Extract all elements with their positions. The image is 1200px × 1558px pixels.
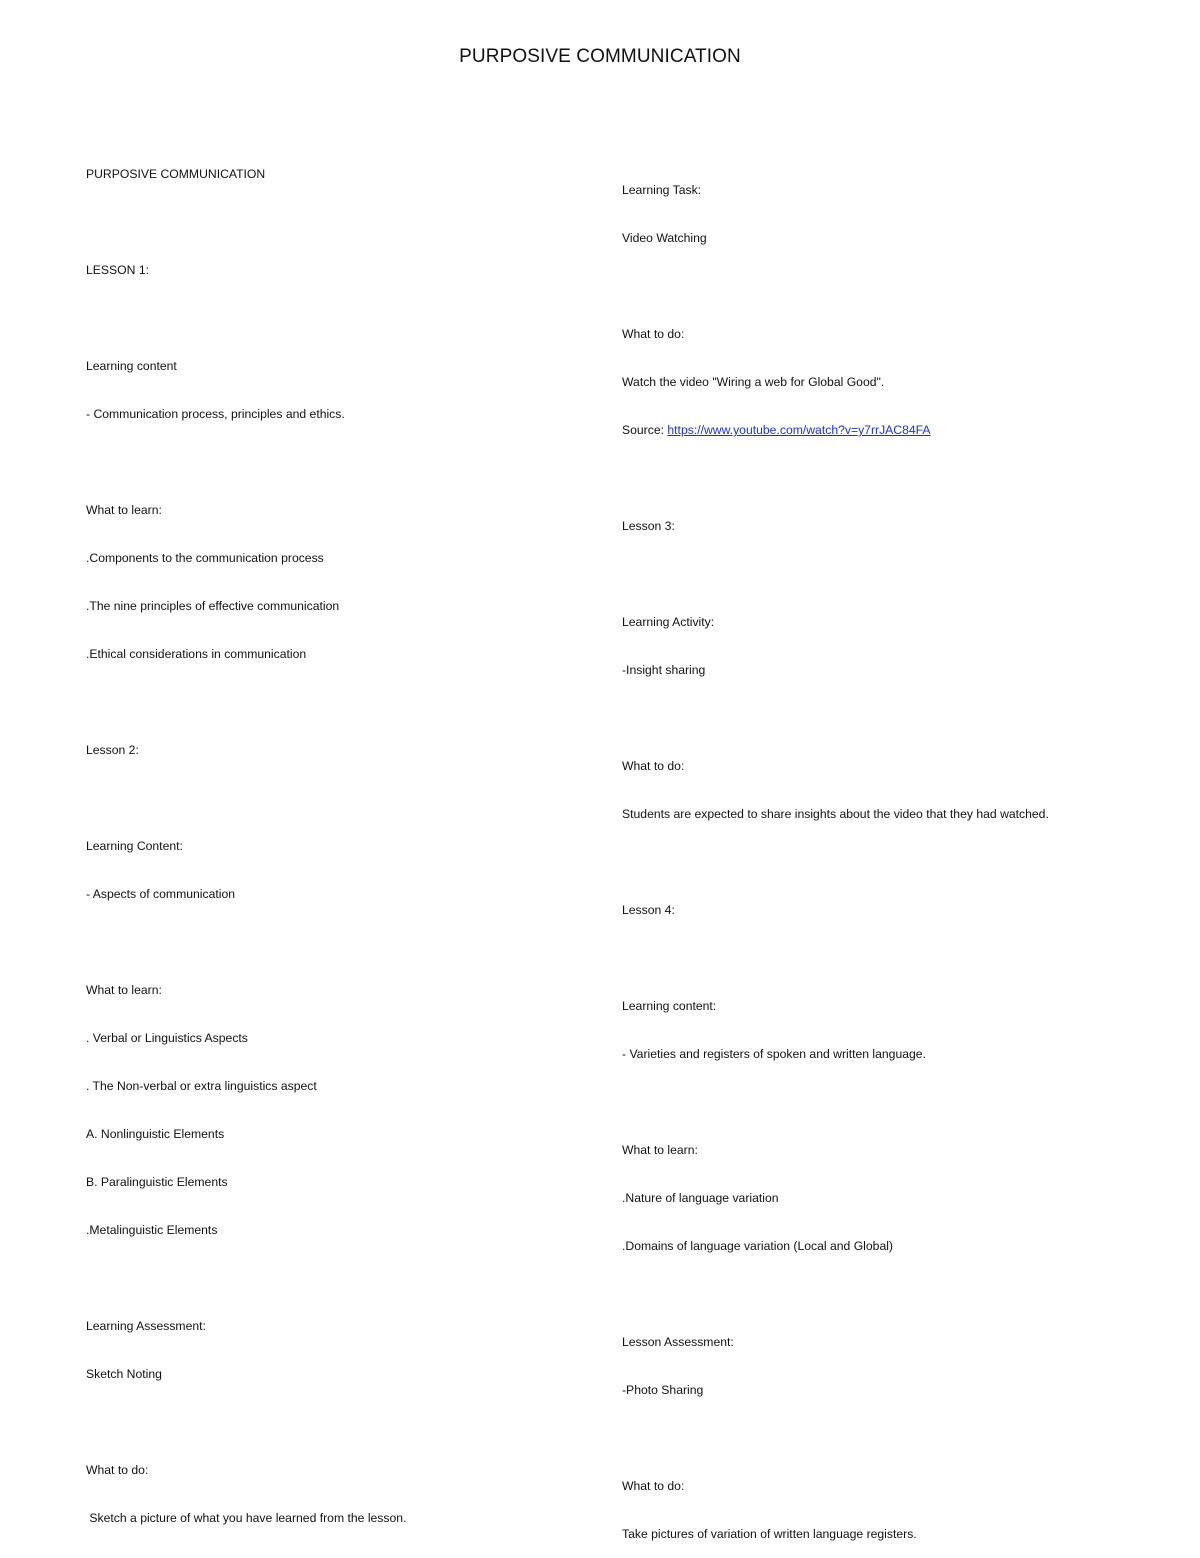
lesson3-activity-label: Learning Activity: bbox=[622, 615, 715, 629]
lesson4-todo-value: Take pictures of variation of written language registers. bbox=[622, 1527, 917, 1541]
task-label: Learning Task: bbox=[622, 183, 702, 197]
lesson2-learn-item: .Metalinguistic Elements bbox=[86, 1223, 218, 1237]
lesson4-todo-label: What to do: bbox=[622, 1479, 685, 1493]
lesson4-assessment-label: Lesson Assessment: bbox=[622, 1335, 734, 1349]
lesson3-todo-value: Students are expected to share insights about the video that they had watched. bbox=[622, 807, 1049, 821]
lesson2-assessment-value: Sketch Noting bbox=[86, 1367, 162, 1381]
lesson4-learn-item: .Nature of language variation bbox=[622, 1191, 779, 1205]
lesson2-assessment-label: Learning Assessment: bbox=[86, 1319, 206, 1333]
lesson4-learn-label: What to learn: bbox=[622, 1143, 698, 1157]
todo1-value: Watch the video "Wiring a web for Global Good". bbox=[622, 375, 885, 389]
todo1-label: What to do: bbox=[622, 327, 685, 341]
task-value: Video Watching bbox=[622, 231, 707, 245]
lesson2-label: Lesson 2: bbox=[86, 743, 139, 757]
lesson4-assessment-value: -Photo Sharing bbox=[622, 1383, 704, 1397]
source-link[interactable]: https://www.youtube.com/watch?v=y7rrJAC84FA bbox=[667, 423, 931, 437]
lesson2-todo-label: What to do: bbox=[86, 1463, 149, 1477]
page-title: PURPOSIVE COMMUNICATION bbox=[459, 46, 741, 67]
section-heading: PURPOSIVE COMMUNICATION bbox=[86, 167, 266, 181]
source-line bbox=[622, 422, 1049, 438]
lesson2-learn-item: . Verbal or Linguistics Aspects bbox=[86, 1031, 248, 1045]
lesson4-learn-item: .Domains of language variation (Local and Global) bbox=[622, 1239, 893, 1253]
lesson2-todo-value: Sketch a picture of what you have learned from the lesson. bbox=[86, 1511, 407, 1525]
lesson2-learn-item: B. Paralinguistic Elements bbox=[86, 1175, 228, 1189]
lesson1-learn-label: What to learn: bbox=[86, 503, 162, 517]
lesson1-label: LESSON 1: bbox=[86, 263, 149, 277]
lesson1-content-label: Learning content bbox=[86, 359, 177, 373]
lesson4-label: Lesson 4: bbox=[622, 903, 675, 917]
lesson2-content-label: Learning Content: bbox=[86, 839, 183, 853]
lesson2-learn-label: What to learn: bbox=[86, 983, 162, 997]
lesson4-content-label: Learning content: bbox=[622, 999, 717, 1013]
right-column bbox=[622, 150, 1049, 1558]
lesson1-learn-item: .Components to the communication process bbox=[86, 551, 324, 565]
lesson1-learn-item: .The nine principles of effective communication bbox=[86, 599, 340, 613]
lesson2-content-item: - Aspects of communication bbox=[86, 887, 236, 901]
lesson2-learn-item: A. Nonlinguistic Elements bbox=[86, 1127, 225, 1141]
left-column bbox=[86, 134, 406, 1542]
lesson2-learn-item: . The Non-verbal or extra linguistics aspect bbox=[86, 1079, 317, 1093]
lesson3-activity-value: -Insight sharing bbox=[622, 663, 706, 677]
lesson3-label: Lesson 3: bbox=[622, 519, 675, 533]
lesson4-content-item: - Varieties and registers of spoken and written language. bbox=[622, 1047, 926, 1061]
source-label: Source: bbox=[622, 423, 668, 437]
lesson1-content-item: - Communication process, principles and ethics. bbox=[86, 407, 345, 421]
lesson1-learn-item: .Ethical considerations in communication bbox=[86, 647, 307, 661]
lesson3-todo-label: What to do: bbox=[622, 759, 685, 773]
